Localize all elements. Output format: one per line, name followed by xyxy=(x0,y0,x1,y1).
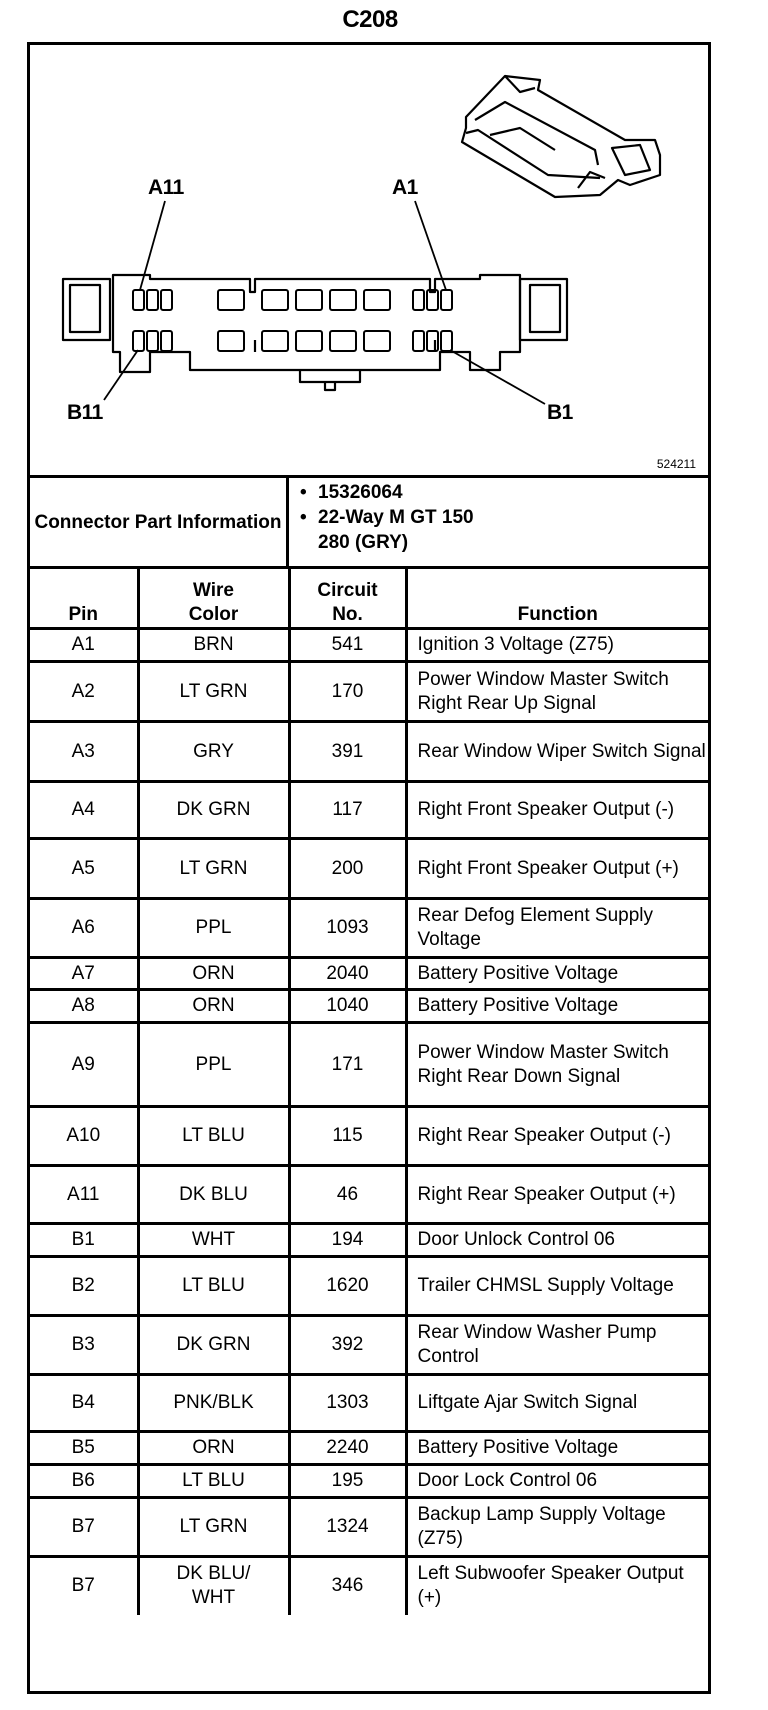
function-cell: Door Unlock Control 06 xyxy=(406,1224,708,1257)
function-cell: Rear Window Washer Pump Control xyxy=(406,1316,708,1375)
circuit-cell: 46 xyxy=(289,1166,406,1224)
circuit-cell: 1040 xyxy=(289,990,406,1023)
connector-part-info-list xyxy=(292,480,474,555)
wire-color-cell: BRN xyxy=(138,629,289,662)
pin-cell: A4 xyxy=(30,782,138,839)
circuit-cell: 392 xyxy=(289,1316,406,1375)
header-circuit-no: Circuit No. xyxy=(289,568,406,629)
pin-cell: A5 xyxy=(30,839,138,899)
pin-cell: B1 xyxy=(30,1224,138,1257)
table-row xyxy=(30,1023,708,1107)
pin-cell: B4 xyxy=(30,1375,138,1432)
function-cell: Backup Lamp Supply Voltage (Z75) xyxy=(406,1498,708,1557)
pin-cell: A7 xyxy=(30,958,138,990)
pin-cell: A2 xyxy=(30,662,138,722)
pin-cell: A8 xyxy=(30,990,138,1023)
function-cell: Power Window Master Switch Right Rear Up Signal xyxy=(406,662,708,722)
pin-label-a1: A1 xyxy=(392,176,418,199)
function-cell: Liftgate Ajar Switch Signal xyxy=(406,1375,708,1432)
wire-color-cell: DK BLU xyxy=(138,1166,289,1224)
part-number-item: • 15326064 xyxy=(300,482,403,503)
pin-label-b1: B1 xyxy=(547,401,573,424)
table-row xyxy=(30,1375,708,1432)
table-row xyxy=(30,1557,708,1615)
wire-color-cell: LT BLU xyxy=(138,1107,289,1166)
table-row xyxy=(30,782,708,839)
figure-number: 524211 xyxy=(656,457,696,471)
circuit-cell: 1324 xyxy=(289,1498,406,1557)
pin-cell: A3 xyxy=(30,722,138,782)
wire-color-cell: WHT xyxy=(138,1224,289,1257)
pin-label-a11: A11 xyxy=(148,176,184,199)
pinout-table-header xyxy=(30,568,708,629)
connector-isometric-icon xyxy=(462,76,660,197)
circuit-cell: 391 xyxy=(289,722,406,782)
circuit-cell: 194 xyxy=(289,1224,406,1257)
function-cell: Right Front Speaker Output (-) xyxy=(406,782,708,839)
circuit-cell: 1303 xyxy=(289,1375,406,1432)
pin-cell: A10 xyxy=(30,1107,138,1166)
function-cell: Door Lock Control 06 xyxy=(406,1465,708,1498)
table-row xyxy=(30,662,708,722)
wire-color-cell: LT GRN xyxy=(138,1498,289,1557)
connector-diagram xyxy=(30,45,708,478)
wire-color-cell: ORN xyxy=(138,1432,289,1465)
connector-part-info-label: Connector Part Information xyxy=(30,478,289,566)
connector-face-drawing xyxy=(0,0,768,480)
pin-cell: B2 xyxy=(30,1257,138,1316)
function-cell: Rear Defog Element Supply Voltage xyxy=(406,899,708,958)
table-row xyxy=(30,1465,708,1498)
wire-color-cell: LT GRN xyxy=(138,662,289,722)
wire-color-cell: PNK/BLK xyxy=(138,1375,289,1432)
bullet-icon: • xyxy=(300,482,307,503)
wire-color-cell: ORN xyxy=(138,958,289,990)
wire-color-cell: LT BLU xyxy=(138,1257,289,1316)
circuit-cell: 171 xyxy=(289,1023,406,1107)
pin-cell: B7 xyxy=(30,1498,138,1557)
function-cell: Left Subwoofer Speaker Output (+) xyxy=(406,1557,708,1615)
circuit-cell: 170 xyxy=(289,662,406,722)
table-row xyxy=(30,722,708,782)
table-row xyxy=(30,1316,708,1375)
wire-color-cell: DK GRN xyxy=(138,1316,289,1375)
header-pin: Pin xyxy=(30,568,138,629)
wire-color-cell: ORN xyxy=(138,990,289,1023)
pin-cell: A6 xyxy=(30,899,138,958)
pin-cell: B6 xyxy=(30,1465,138,1498)
connector-part-info xyxy=(30,475,708,566)
function-cell: Ignition 3 Voltage (Z75) xyxy=(406,629,708,662)
table-row xyxy=(30,899,708,958)
function-cell: Battery Positive Voltage xyxy=(406,958,708,990)
pin-cell: B7 xyxy=(30,1557,138,1615)
table-row xyxy=(30,629,708,662)
pin-cell: A1 xyxy=(30,629,138,662)
wire-color-cell: PPL xyxy=(138,899,289,958)
circuit-cell: 1620 xyxy=(289,1257,406,1316)
circuit-cell: 2240 xyxy=(289,1432,406,1465)
cavity-row-b xyxy=(133,331,452,351)
pin-leader-lines xyxy=(104,201,545,404)
pin-cell: A11 xyxy=(30,1166,138,1224)
circuit-cell: 195 xyxy=(289,1465,406,1498)
circuit-cell: 200 xyxy=(289,839,406,899)
cavity-row-a xyxy=(133,290,452,310)
connector-document-frame xyxy=(27,42,711,1694)
bullet-icon: • xyxy=(300,507,307,528)
wire-color-cell: GRY xyxy=(138,722,289,782)
table-row xyxy=(30,1498,708,1557)
connector-title: C208 xyxy=(342,6,398,33)
function-cell: Trailer CHMSL Supply Voltage xyxy=(406,1257,708,1316)
wire-color-cell: LT BLU xyxy=(138,1465,289,1498)
pin-cell: A9 xyxy=(30,1023,138,1107)
header-wire-color: Wire Color xyxy=(138,568,289,629)
function-cell: Power Window Master Switch Right Rear Down Signal xyxy=(406,1023,708,1107)
wire-color-cell: PPL xyxy=(138,1023,289,1107)
table-row xyxy=(30,1107,708,1166)
circuit-cell: 541 xyxy=(289,629,406,662)
circuit-cell: 346 xyxy=(289,1557,406,1615)
wire-color-cell: DK GRN xyxy=(138,782,289,839)
pinout-table xyxy=(30,566,708,1615)
table-row xyxy=(30,990,708,1023)
table-row xyxy=(30,1224,708,1257)
circuit-cell: 115 xyxy=(289,1107,406,1166)
table-row xyxy=(30,1257,708,1316)
connector-type-item: • 22-Way M GT 150 280 (GRY) xyxy=(300,507,474,553)
function-cell: Rear Window Wiper Switch Signal xyxy=(406,722,708,782)
table-row xyxy=(30,839,708,899)
function-cell: Battery Positive Voltage xyxy=(406,990,708,1023)
pin-cell: B5 xyxy=(30,1432,138,1465)
table-row xyxy=(30,1432,708,1465)
function-cell: Right Front Speaker Output (+) xyxy=(406,839,708,899)
function-cell: Right Rear Speaker Output (-) xyxy=(406,1107,708,1166)
circuit-cell: 1093 xyxy=(289,899,406,958)
wire-color-cell: DK BLU/ WHT xyxy=(138,1557,289,1615)
circuit-cell: 2040 xyxy=(289,958,406,990)
pin-label-b11: B11 xyxy=(67,401,103,424)
function-cell: Battery Positive Voltage xyxy=(406,1432,708,1465)
function-cell: Right Rear Speaker Output (+) xyxy=(406,1166,708,1224)
header-function: Function xyxy=(406,568,708,629)
pin-cell: B3 xyxy=(30,1316,138,1375)
table-row xyxy=(30,1166,708,1224)
table-row xyxy=(30,958,708,990)
circuit-cell: 117 xyxy=(289,782,406,839)
wire-color-cell: LT GRN xyxy=(138,839,289,899)
